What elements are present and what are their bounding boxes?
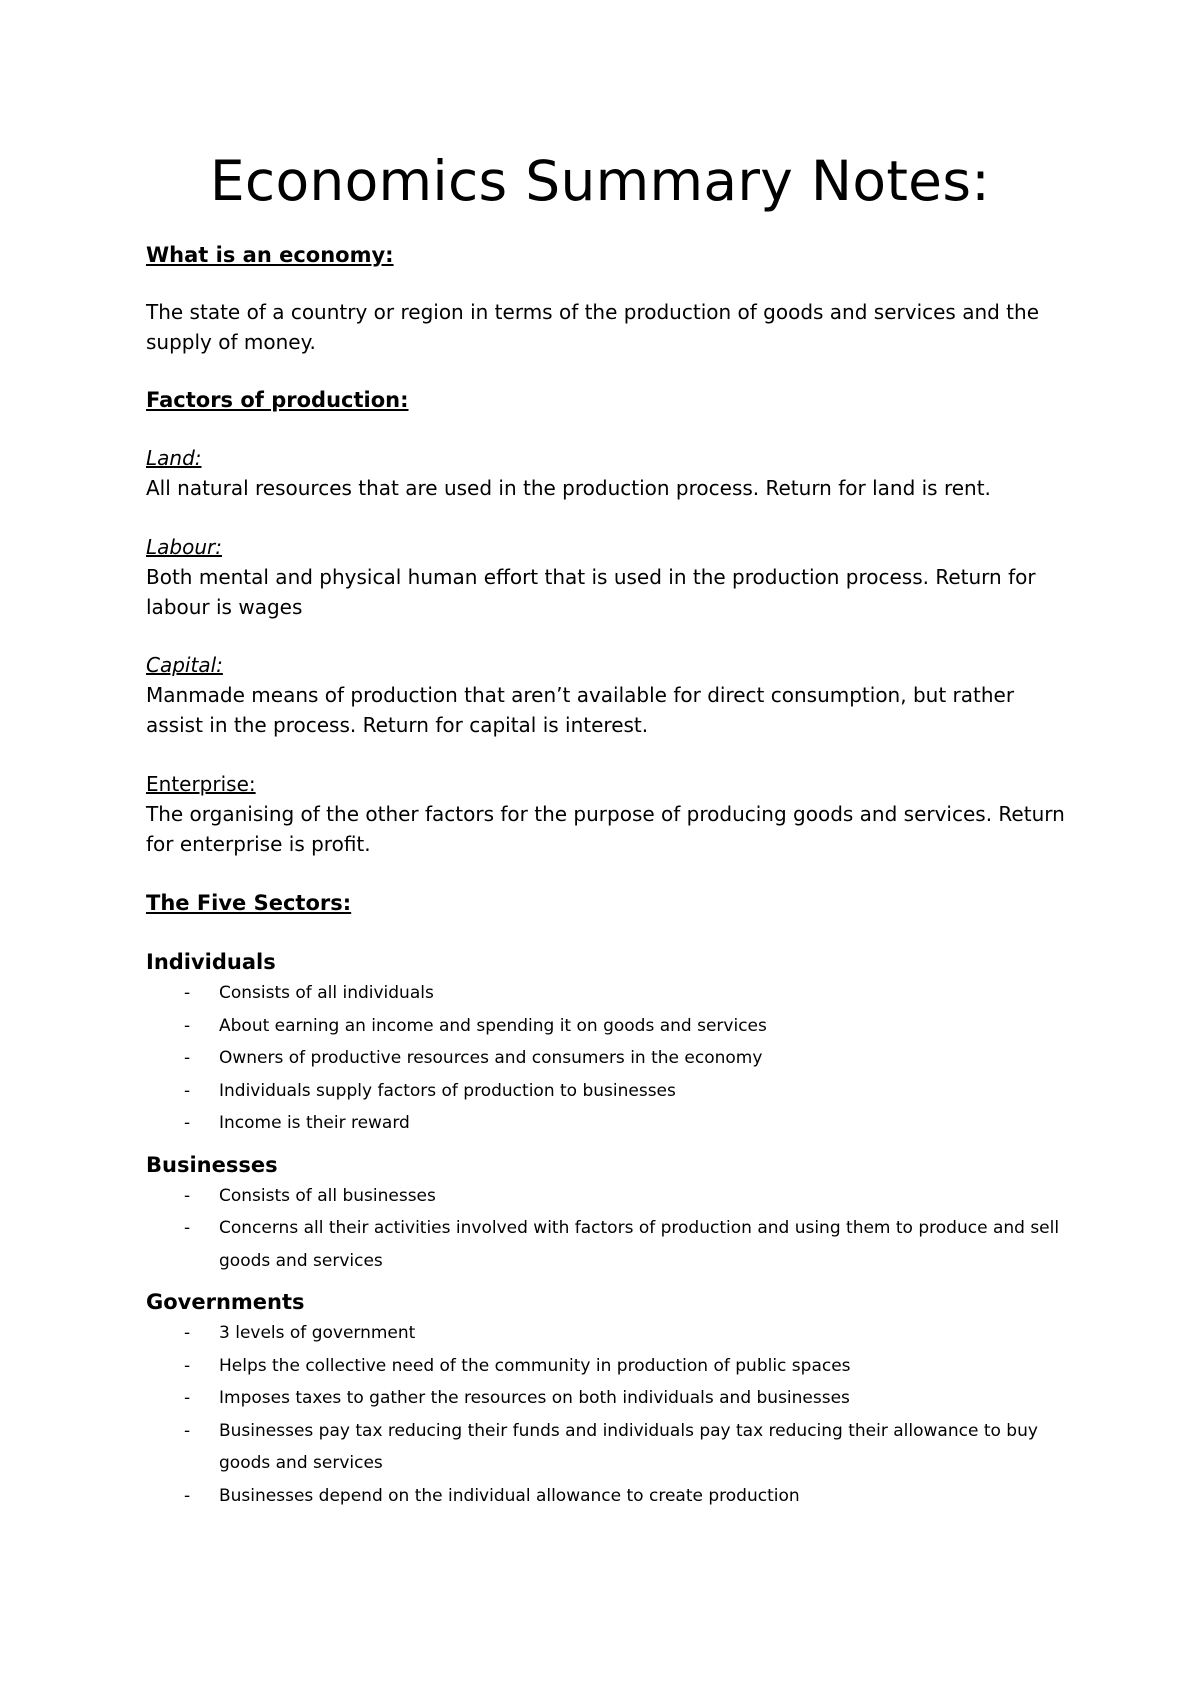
businesses-list xyxy=(146,1180,1066,1278)
individuals-heading: Individuals xyxy=(146,950,276,974)
enterprise-definition: The organising of the other factors for the purpose of producing goods and services. Return for enterprise is profit. xyxy=(146,802,1065,856)
list-item: - Businesses pay tax reducing their funds and individuals pay tax reducing their allowance to buy goods and services xyxy=(184,1420,1038,1473)
list-item: - Consists of all individuals xyxy=(184,983,434,1003)
list-item: - Businesses depend on the individual allowance to create production xyxy=(184,1485,800,1506)
list-item: - Helps the collective need of the community in production of public spaces xyxy=(184,1355,851,1376)
governments-heading: Governments xyxy=(146,1290,305,1314)
list-item: - Consists of all businesses xyxy=(184,1185,436,1206)
sectors-heading: The Five Sectors: xyxy=(146,891,352,915)
factors-heading: Factors of production: xyxy=(146,388,409,412)
economy-definition: The state of a country or region in terms of the production of goods and services and the supply of money. xyxy=(146,300,1040,354)
list-item: - About earning an income and spending it on goods and services xyxy=(184,1015,767,1036)
governments-list xyxy=(146,1317,1066,1512)
list-item: - 3 levels of government xyxy=(184,1323,416,1343)
list-item: - Individuals supply factors of production to businesses xyxy=(184,1080,676,1101)
land-label: Land: xyxy=(146,446,202,470)
list-item: - Income is their reward xyxy=(184,1113,410,1133)
enterprise-label: Enterprise: xyxy=(146,772,256,796)
individuals-list xyxy=(146,977,1066,1140)
document-title: Economics Summary Notes: xyxy=(209,149,991,213)
land-definition: All natural resources that are used in the production process. Return for land is rent. xyxy=(146,476,991,500)
economy-heading: What is an economy: xyxy=(146,243,394,267)
document-body xyxy=(146,240,1066,1512)
list-item: - Imposes taxes to gather the resources on both individuals and businesses xyxy=(184,1388,850,1408)
labour-definition: Both mental and physical human effort that is used in the production process. Return for labour is wages xyxy=(146,565,1036,619)
list-item: - Owners of productive resources and consumers in the economy xyxy=(184,1048,763,1068)
capital-label: Capital: xyxy=(146,653,223,677)
capital-definition: Manmade means of production that aren’t available for direct consumption, but rather assist in the process. Return for capital is interest. xyxy=(146,683,1015,737)
labour-label: Labour: xyxy=(146,535,222,559)
businesses-heading: Businesses xyxy=(146,1152,278,1177)
list-item: - Concerns all their activities involved with factors of production and using them to produce and sell goods and services xyxy=(184,1218,1060,1271)
